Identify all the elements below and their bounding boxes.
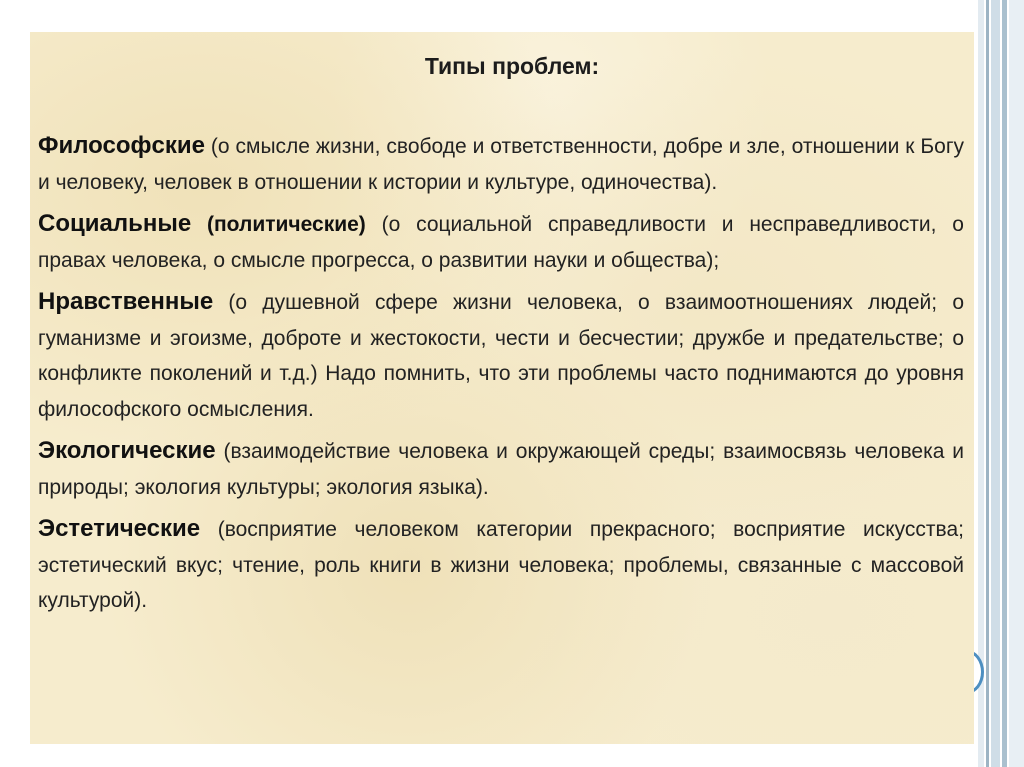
section-term: Эстетические xyxy=(38,515,201,542)
decor-stripe xyxy=(991,0,1000,767)
section-text: (взаимодействие человека и окружающей среды; взаимосвязь человека и природы; экология культуры; экология языка). xyxy=(38,440,964,499)
section-text: (о душевной сфере жизни человека, о взаимоотношениях людей; о гуманизме и эгоизме, доброте и жестокости, чести и бесчестии; дружбе и предательстве; о конфликте поколений и т.д.) Надо помнить, что эти проблемы часто поднимаются до уровня философского осмысления. xyxy=(38,291,964,421)
section-qualifier: (политические) xyxy=(191,213,366,236)
problem-types-list xyxy=(38,128,964,625)
section-term: Экологические xyxy=(38,437,216,464)
section-ecological xyxy=(38,433,964,505)
section-text: (о социальной справедливости и несправедливости, о правах человека, о смысле прогресса, о развитии науки и общества); xyxy=(38,213,964,272)
section-aesthetic xyxy=(38,511,964,619)
section-term: Социальные xyxy=(38,210,192,237)
section-social xyxy=(38,206,964,278)
decor-stripe xyxy=(986,0,989,767)
page-title: Типы проблем: xyxy=(424,53,600,79)
section-text: (о смысле жизни, свободе и ответственности, добре и зле, отношении к Богу и человеку, человек в отношении к истории и культуре, одиночества). xyxy=(38,135,964,194)
decor-stripe xyxy=(1002,0,1007,767)
section-text: (восприятие человеком категории прекрасного; восприятие искусства; эстетический вкус; чтение, роль книги в жизни человека; проблемы, связанные с массовой культурой). xyxy=(38,518,964,612)
decor-stripe xyxy=(978,0,984,767)
section-philosophical xyxy=(38,128,964,200)
decor-stripe xyxy=(1009,0,1024,767)
section-term: Философские xyxy=(38,132,205,159)
section-moral xyxy=(38,284,964,427)
section-term: Нравственные xyxy=(38,288,214,315)
